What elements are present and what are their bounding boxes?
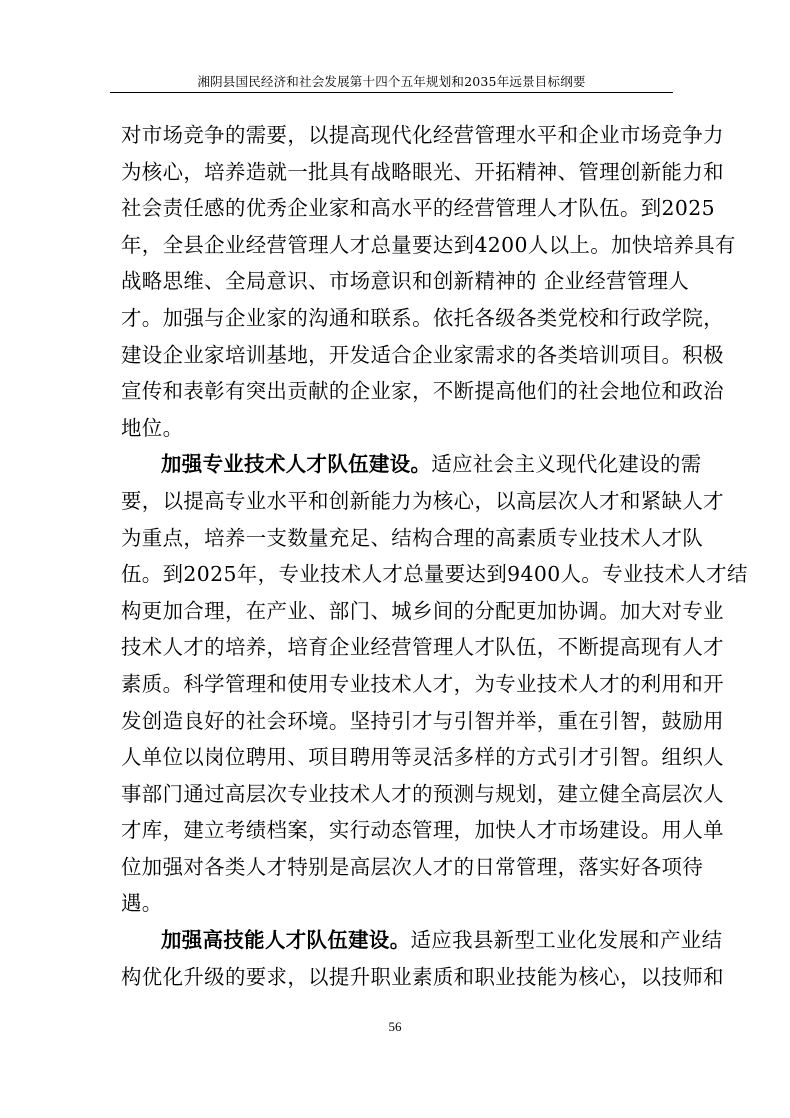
text-line: 建设企业家培训基地，开发适合企业家需求的各类培训项目。积极 xyxy=(121,342,724,367)
text-line: 地位。 xyxy=(121,415,184,440)
paragraph-enterprise-managers xyxy=(121,117,736,446)
text-run: 适应我县新型工业化发展和产业结 xyxy=(410,928,723,953)
text-line: 为核心，培养造就一批具有战略眼光、开拓精神、管理创新能力和 xyxy=(121,159,724,184)
paragraph-heading: 加强高技能人才队伍建设。 xyxy=(161,928,411,953)
text-line: 构优化升级的要求，以提升职业素质和职业技能为核心，以技师和 xyxy=(121,964,724,989)
text-line: 社会责任感的优秀企业家和高水平的经营管理人才队伍。到2025 xyxy=(121,196,716,221)
text-line: 人单位以岗位聘用、项目聘用等灵活多样的方式引才引智。组织人 xyxy=(121,745,724,770)
text-line: 对市场竞争的需要，以提高现代化经营管理水平和企业市场竞争力 xyxy=(121,123,724,147)
text-line: 才。加强与企业家的沟通和联系。依托各级各类党校和行政学院， xyxy=(121,305,724,330)
text-line: 构更加合理，在产业、部门、城乡间的分配更加协调。加大对专业 xyxy=(121,598,724,623)
text-line: 战略思维、全局意识、市场意识和创新精神的 企业经营管理人 xyxy=(121,269,690,294)
text-line: 事部门通过高层次专业技术人才的预测与规划，建立健全高层次人 xyxy=(121,781,724,806)
text-run: 适应社会主义现代化建设的需 xyxy=(431,452,702,477)
header-rule xyxy=(110,92,673,93)
paragraph-first-line xyxy=(121,446,702,483)
text-line: 为重点，培养一支数量充足、结构合理的高素质专业技术人才队 xyxy=(121,525,704,550)
text-line: 遇。 xyxy=(121,891,163,916)
paragraph-heading: 加强专业技术人才队伍建设。 xyxy=(161,452,432,477)
paragraph-high-skill-talent xyxy=(121,922,724,995)
text-line: 发创造良好的社会环境。坚持引才与引智并举，重在引智，鼓励用 xyxy=(121,708,724,733)
running-header: 湘阴县国民经济和社会发展第十四个五年规划和2035年远景目标纲要 xyxy=(197,74,586,89)
text-line: 伍。到2025年，专业技术人才总量要达到9400人。专业技术人才结 xyxy=(121,562,748,587)
paragraph-first-line xyxy=(121,922,723,959)
text-line: 才库，建立考绩档案，实行动态管理，加快人才市场建设。用人单 xyxy=(121,818,724,843)
text-line: 技术人才的培养，培育企业经营管理人才队伍，不断提高现有人才 xyxy=(121,635,724,660)
text-line: 素质。科学管理和使用专业技术人才，为专业技术人才的利用和开 xyxy=(121,671,724,696)
page-number: 56 xyxy=(388,1019,402,1034)
paragraph-professional-technical-talent xyxy=(121,446,748,922)
text-line: 宣传和表彰有突出贡献的企业家，不断提高他们的社会地位和政治 xyxy=(121,379,724,404)
text-line: 年，全县企业经营管理人才总量要达到4200人以上。加快培养具有 xyxy=(121,232,736,257)
text-line: 要，以提高专业水平和创新能力为核心，以高层次人才和紧缺人才 xyxy=(121,488,724,513)
document-body xyxy=(121,117,748,995)
text-line: 位加强对各类人才特别是高层次人才的日常管理，落实好各项待 xyxy=(121,854,704,879)
